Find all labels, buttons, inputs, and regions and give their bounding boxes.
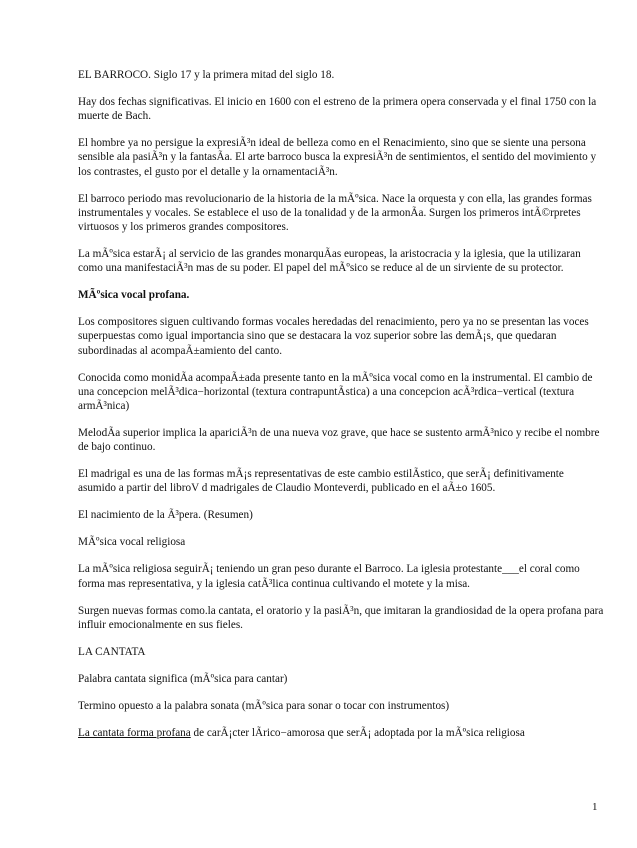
paragraph: Termino opuesto a la palabra sonata (mÃºsica para sonar o tocar con instrumentos) bbox=[78, 699, 450, 712]
paragraph: La mÃºsica estarÃ¡ al servicio de las grandes monarquÃas europeas, la aristocracia y la iglesia, que la utilizaran como una manifestaciÃ³n mas de su poder. El papel del mÃºsico se reduce al de un sirviente de su protector. bbox=[78, 248, 581, 275]
paragraph: Surgen nuevas formas como.la cantata, el oratorio y la pasiÃ³n, que imitaran la grandiosidad de la opera profana para influir emocionalmente en sus fieles. bbox=[78, 604, 604, 631]
title-paragraph: EL BARROCO. Siglo 17 y la primera mitad del siglo 18. bbox=[78, 69, 335, 81]
paragraph: El madrigal es una de las formas mÃ¡s representativas de este cambio estilÃstico, que serÃ¡ definitivamente asumido a partir del libroV d madrigales de Claudio Monteverdi, publicado en el aÃ±o 1605. bbox=[78, 468, 564, 495]
paragraph: El hombre ya no persigue la expresiÃ³n ideal de belleza como en el Renacimiento, sino que se siente una persona sensible ala pasiÃ³n y la fantasÃa. El arte barroco busca la expresiÃ³n de sentimientos, el sentido del movimiento y los contrastes, el gusto por el detalle y la ornamentaciÃ³n. bbox=[78, 137, 597, 178]
paragraph: El barroco periodo mas revolucionario de la historia de la mÃºsica. Nace la orquesta y con ella, las grandes formas instrumentales y vocales. Se establece el uso de la tonalidad y de la armonÃa. Surgen los primeros intÃ©rpretes virtuosos y los primeros grandes compositores. bbox=[78, 192, 592, 234]
underlined-phrase: La cantata forma profana bbox=[78, 726, 191, 739]
last-paragraph bbox=[78, 726, 604, 740]
page-body bbox=[78, 68, 604, 753]
paragraph: Palabra cantata significa (mÃºsica para cantar) bbox=[78, 672, 288, 685]
last-paragraph-rest: de carÃ¡cter lÃrico−amorosa que serÃ¡ adoptada por la mÃºsica religiosa bbox=[190, 726, 525, 739]
paragraph: MÃºsica vocal religiosa bbox=[78, 536, 186, 549]
section-heading: MÃºsica vocal profana. bbox=[78, 289, 190, 302]
paragraph: Los compositores siguen cultivando formas vocales heredadas del renacimiento, pero ya no se presentan las voces superpuestas como igual importancia sino que se destacara la voz superior sobre las demÃ¡s, que quedaran subordinadas al acompaÃ±amiento del canto. bbox=[78, 316, 589, 357]
paragraph: MelodÃa superior implica la apariciÃ³n de una nueva voz grave, que hace se sustento armÃ³nico y recibe el nombre de bajo continuo. bbox=[78, 427, 600, 454]
paragraph: Hay dos fechas significativas. El inicio en 1600 con el estreno de la primera opera conservada y el final 1750 con la muerte de Bach. bbox=[78, 96, 597, 123]
page-number: 1 bbox=[592, 801, 598, 813]
paragraph: El nacimiento de la Ã³pera. (Resumen) bbox=[78, 509, 253, 522]
section-heading-cantata: LA CANTATA bbox=[78, 645, 146, 658]
paragraph: La mÃºsica religiosa seguirÃ¡ teniendo un gran peso durante el Barroco. La iglesia protestante___el coral como forma mas representativa, y la iglesia catÃ³lica continua cultivando el motete y la misa. bbox=[78, 563, 580, 590]
paragraph: Conocida como monidÃa acompaÃ±ada presente tanto en la mÃºsica vocal como en la instrumental. El cambio de una concepcion melÃ³dica−horizontal (textura contrapuntÃstica) a una concepcion acÃ³rdica−vertical (textura armÃ³nica) bbox=[78, 371, 593, 413]
